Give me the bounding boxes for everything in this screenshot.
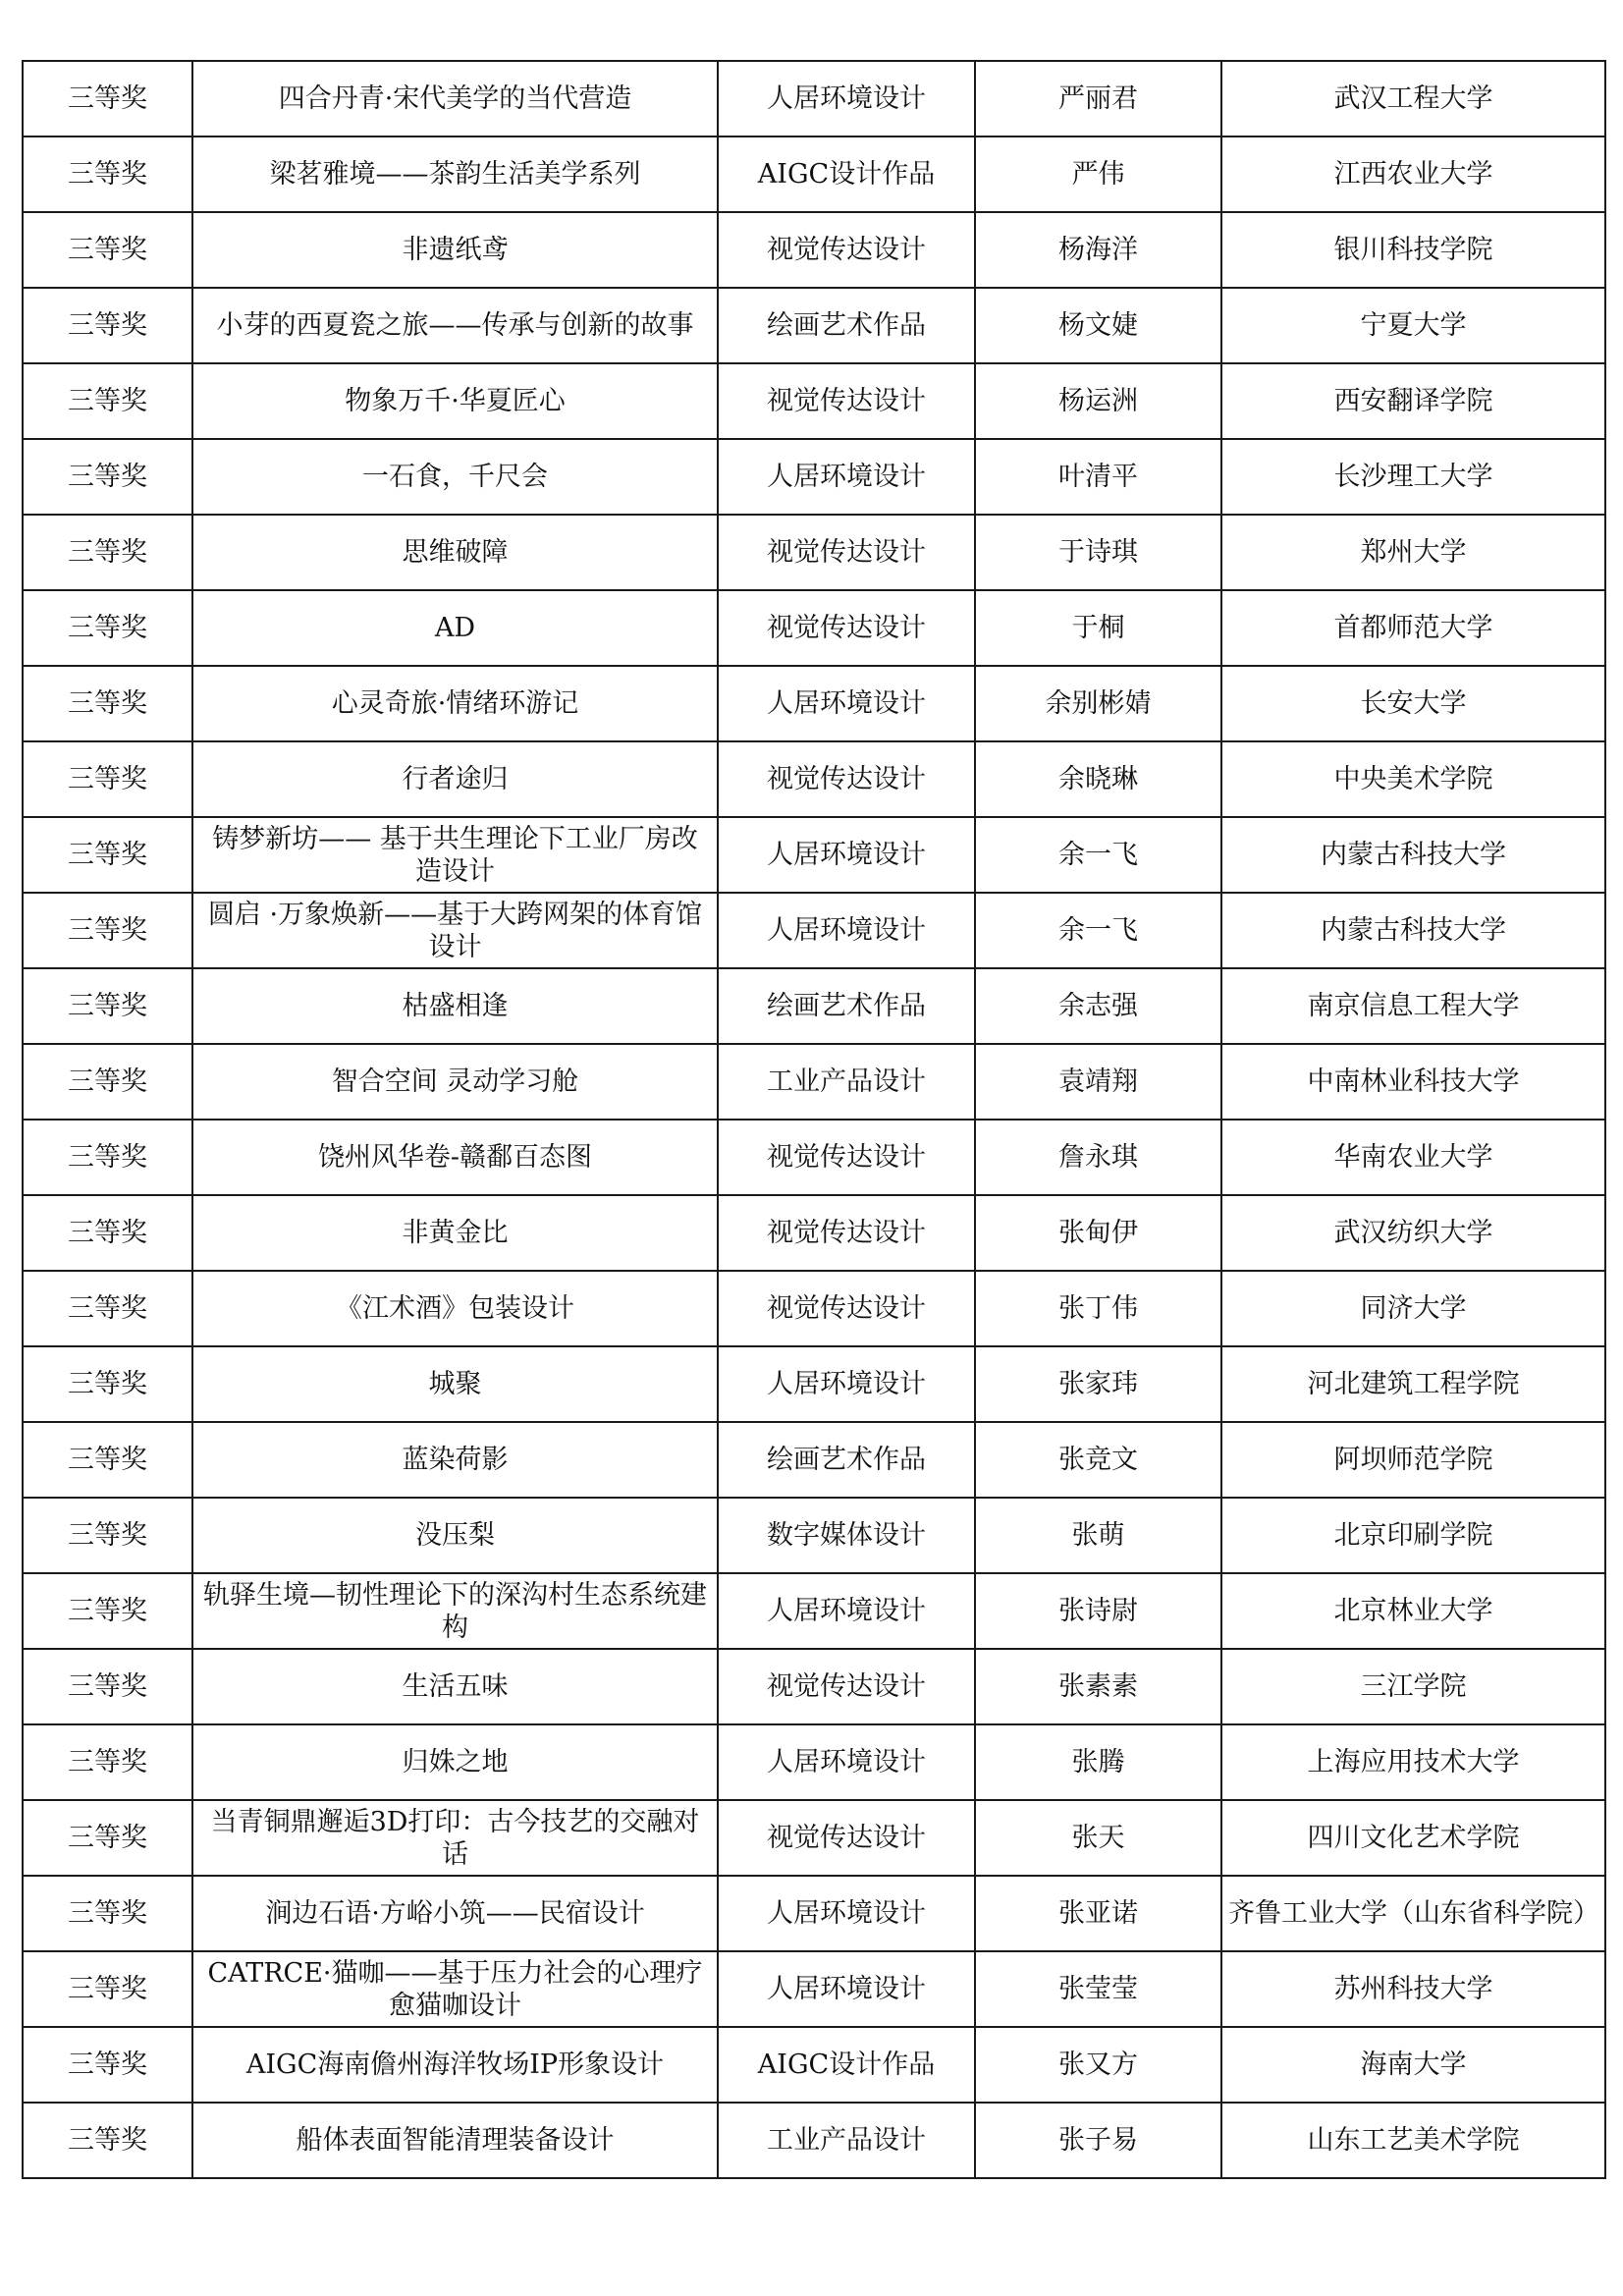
school-cell: 内蒙古科技大学: [1221, 817, 1605, 893]
school-cell: 同济大学: [1221, 1271, 1605, 1346]
award-level-cell: 三等奖: [23, 1573, 192, 1649]
school-cell: 宁夏大学: [1221, 288, 1605, 363]
school-cell: 郑州大学: [1221, 515, 1605, 590]
table-row: [23, 2103, 1605, 2178]
category-cell: 工业产品设计: [718, 1044, 975, 1120]
school-cell: 阿坝师范学院: [1221, 1422, 1605, 1498]
work-title-cell: 铸梦新坊—— 基于共生理论下工业厂房改造设计: [192, 817, 718, 893]
author-name-cell: 张子易: [975, 2103, 1221, 2178]
award-level-cell: 三等奖: [23, 212, 192, 288]
award-level-cell: 三等奖: [23, 817, 192, 893]
author-name-cell: 于桐: [975, 590, 1221, 666]
table-row: [23, 666, 1605, 741]
category-cell: 人居环境设计: [718, 1573, 975, 1649]
school-cell: 海南大学: [1221, 2027, 1605, 2103]
table-row: [23, 741, 1605, 817]
table-row: [23, 1271, 1605, 1346]
award-level-cell: 三等奖: [23, 1800, 192, 1876]
work-title-cell: 四合丹青·宋代美学的当代营造: [192, 61, 718, 137]
category-cell: AIGC设计作品: [718, 137, 975, 212]
table-row: [23, 288, 1605, 363]
table-row: [23, 1044, 1605, 1120]
award-list-table: [22, 60, 1606, 2179]
school-cell: 齐鲁工业大学（山东省科学院）: [1221, 1876, 1605, 1951]
author-name-cell: 张甸伊: [975, 1195, 1221, 1271]
category-cell: 人居环境设计: [718, 666, 975, 741]
author-name-cell: 张亚诺: [975, 1876, 1221, 1951]
work-title-cell: 一石食，千尺会: [192, 439, 718, 515]
table-row: [23, 363, 1605, 439]
award-level-cell: 三等奖: [23, 1498, 192, 1573]
author-name-cell: 严丽君: [975, 61, 1221, 137]
school-cell: 三江学院: [1221, 1649, 1605, 1724]
work-title-cell: 小芽的西夏瓷之旅——传承与创新的故事: [192, 288, 718, 363]
category-cell: 人居环境设计: [718, 893, 975, 968]
school-cell: 西安翻译学院: [1221, 363, 1605, 439]
award-level-cell: 三等奖: [23, 1951, 192, 2027]
award-level-cell: 三等奖: [23, 1271, 192, 1346]
category-cell: 绘画艺术作品: [718, 288, 975, 363]
category-cell: 视觉传达设计: [718, 741, 975, 817]
table-row: [23, 1422, 1605, 1498]
work-title-cell: 圆启 ·万象焕新——基于大跨网架的体育馆设计: [192, 893, 718, 968]
table-row: [23, 968, 1605, 1044]
work-title-cell: AD: [192, 590, 718, 666]
author-name-cell: 严伟: [975, 137, 1221, 212]
category-cell: 人居环境设计: [718, 1346, 975, 1422]
school-cell: 南京信息工程大学: [1221, 968, 1605, 1044]
award-level-cell: 三等奖: [23, 968, 192, 1044]
award-level-cell: 三等奖: [23, 2103, 192, 2178]
author-name-cell: 张家玮: [975, 1346, 1221, 1422]
work-title-cell: 没压梨: [192, 1498, 718, 1573]
school-cell: 山东工艺美术学院: [1221, 2103, 1605, 2178]
author-name-cell: 杨海洋: [975, 212, 1221, 288]
school-cell: 北京印刷学院: [1221, 1498, 1605, 1573]
table-row: [23, 1951, 1605, 2027]
work-title-cell: 《江术酒》包装设计: [192, 1271, 718, 1346]
school-cell: 江西农业大学: [1221, 137, 1605, 212]
work-title-cell: 船体表面智能清理装备设计: [192, 2103, 718, 2178]
award-level-cell: 三等奖: [23, 288, 192, 363]
award-level-cell: 三等奖: [23, 741, 192, 817]
author-name-cell: 杨运洲: [975, 363, 1221, 439]
category-cell: 人居环境设计: [718, 61, 975, 137]
work-title-cell: 轨驿生境—韧性理论下的深沟村生态系统建构: [192, 1573, 718, 1649]
category-cell: 绘画艺术作品: [718, 1422, 975, 1498]
award-level-cell: 三等奖: [23, 61, 192, 137]
author-name-cell: 余一飞: [975, 893, 1221, 968]
school-cell: 河北建筑工程学院: [1221, 1346, 1605, 1422]
category-cell: AIGC设计作品: [718, 2027, 975, 2103]
work-title-cell: 行者途归: [192, 741, 718, 817]
table-row: [23, 1346, 1605, 1422]
category-cell: 视觉传达设计: [718, 1800, 975, 1876]
award-list-body: [23, 61, 1605, 2178]
table-row: [23, 1800, 1605, 1876]
table-row: [23, 212, 1605, 288]
award-level-cell: 三等奖: [23, 363, 192, 439]
award-level-cell: 三等奖: [23, 137, 192, 212]
category-cell: 视觉传达设计: [718, 1120, 975, 1195]
author-name-cell: 张萌: [975, 1498, 1221, 1573]
school-cell: 北京林业大学: [1221, 1573, 1605, 1649]
category-cell: 视觉传达设计: [718, 590, 975, 666]
work-title-cell: 梁茗雅境——茶韵生活美学系列: [192, 137, 718, 212]
table-row: [23, 1498, 1605, 1573]
work-title-cell: CATRCE·猫咖——基于压力社会的心理疗愈猫咖设计: [192, 1951, 718, 2027]
award-level-cell: 三等奖: [23, 1876, 192, 1951]
category-cell: 人居环境设计: [718, 1876, 975, 1951]
category-cell: 数字媒体设计: [718, 1498, 975, 1573]
work-title-cell: 枯盛相逢: [192, 968, 718, 1044]
award-level-cell: 三等奖: [23, 1724, 192, 1800]
award-level-cell: 三等奖: [23, 515, 192, 590]
work-title-cell: 物象万千·华夏匠心: [192, 363, 718, 439]
school-cell: 中南林业科技大学: [1221, 1044, 1605, 1120]
category-cell: 人居环境设计: [718, 817, 975, 893]
category-cell: 人居环境设计: [718, 439, 975, 515]
school-cell: 四川文化艺术学院: [1221, 1800, 1605, 1876]
work-title-cell: 涧边石语·方峪小筑——民宿设计: [192, 1876, 718, 1951]
table-row: [23, 1573, 1605, 1649]
work-title-cell: 智合空间 灵动学习舱: [192, 1044, 718, 1120]
author-name-cell: 叶清平: [975, 439, 1221, 515]
award-level-cell: 三等奖: [23, 590, 192, 666]
table-row: [23, 1876, 1605, 1951]
table-row: [23, 590, 1605, 666]
category-cell: 工业产品设计: [718, 2103, 975, 2178]
school-cell: 内蒙古科技大学: [1221, 893, 1605, 968]
school-cell: 中央美术学院: [1221, 741, 1605, 817]
table-row: [23, 1120, 1605, 1195]
table-row: [23, 1195, 1605, 1271]
work-title-cell: 城聚: [192, 1346, 718, 1422]
author-name-cell: 袁靖翔: [975, 1044, 1221, 1120]
author-name-cell: 张素素: [975, 1649, 1221, 1724]
award-level-cell: 三等奖: [23, 666, 192, 741]
award-level-cell: 三等奖: [23, 1346, 192, 1422]
category-cell: 视觉传达设计: [718, 212, 975, 288]
category-cell: 视觉传达设计: [718, 1649, 975, 1724]
table-row: [23, 893, 1605, 968]
work-title-cell: AIGC海南儋州海洋牧场IP形象设计: [192, 2027, 718, 2103]
author-name-cell: 余一飞: [975, 817, 1221, 893]
category-cell: 人居环境设计: [718, 1724, 975, 1800]
school-cell: 武汉工程大学: [1221, 61, 1605, 137]
work-title-cell: 当青铜鼎邂逅3D打印：古今技艺的交融对话: [192, 1800, 718, 1876]
work-title-cell: 归姝之地: [192, 1724, 718, 1800]
school-cell: 银川科技学院: [1221, 212, 1605, 288]
work-title-cell: 心灵奇旅·情绪环游记: [192, 666, 718, 741]
author-name-cell: 张丁伟: [975, 1271, 1221, 1346]
school-cell: 华南农业大学: [1221, 1120, 1605, 1195]
category-cell: 视觉传达设计: [718, 515, 975, 590]
award-level-cell: 三等奖: [23, 1044, 192, 1120]
table-row: [23, 137, 1605, 212]
work-title-cell: 蓝染荷影: [192, 1422, 718, 1498]
award-level-cell: 三等奖: [23, 1195, 192, 1271]
award-level-cell: 三等奖: [23, 1120, 192, 1195]
award-level-cell: 三等奖: [23, 1649, 192, 1724]
table-row: [23, 61, 1605, 137]
author-name-cell: 张天: [975, 1800, 1221, 1876]
author-name-cell: 张诗尉: [975, 1573, 1221, 1649]
award-level-cell: 三等奖: [23, 893, 192, 968]
school-cell: 苏州科技大学: [1221, 1951, 1605, 2027]
author-name-cell: 张竞文: [975, 1422, 1221, 1498]
author-name-cell: 张又方: [975, 2027, 1221, 2103]
author-name-cell: 杨文婕: [975, 288, 1221, 363]
work-title-cell: 思维破障: [192, 515, 718, 590]
school-cell: 上海应用技术大学: [1221, 1724, 1605, 1800]
award-level-cell: 三等奖: [23, 439, 192, 515]
table-row: [23, 1724, 1605, 1800]
table-row: [23, 817, 1605, 893]
school-cell: 长安大学: [1221, 666, 1605, 741]
award-level-cell: 三等奖: [23, 2027, 192, 2103]
category-cell: 绘画艺术作品: [718, 968, 975, 1044]
school-cell: 武汉纺织大学: [1221, 1195, 1605, 1271]
category-cell: 人居环境设计: [718, 1951, 975, 2027]
table-row: [23, 439, 1605, 515]
author-name-cell: 余晓琳: [975, 741, 1221, 817]
author-name-cell: 詹永琪: [975, 1120, 1221, 1195]
category-cell: 视觉传达设计: [718, 1271, 975, 1346]
author-name-cell: 张腾: [975, 1724, 1221, 1800]
author-name-cell: 余别彬婧: [975, 666, 1221, 741]
school-cell: 长沙理工大学: [1221, 439, 1605, 515]
table-row: [23, 1649, 1605, 1724]
category-cell: 视觉传达设计: [718, 1195, 975, 1271]
author-name-cell: 于诗琪: [975, 515, 1221, 590]
work-title-cell: 生活五味: [192, 1649, 718, 1724]
table-row: [23, 2027, 1605, 2103]
school-cell: 首都师范大学: [1221, 590, 1605, 666]
award-level-cell: 三等奖: [23, 1422, 192, 1498]
author-name-cell: 余志强: [975, 968, 1221, 1044]
work-title-cell: 饶州风华卷-赣鄱百态图: [192, 1120, 718, 1195]
category-cell: 视觉传达设计: [718, 363, 975, 439]
work-title-cell: 非遗纸鸢: [192, 212, 718, 288]
author-name-cell: 张莹莹: [975, 1951, 1221, 2027]
table-row: [23, 515, 1605, 590]
work-title-cell: 非黄金比: [192, 1195, 718, 1271]
